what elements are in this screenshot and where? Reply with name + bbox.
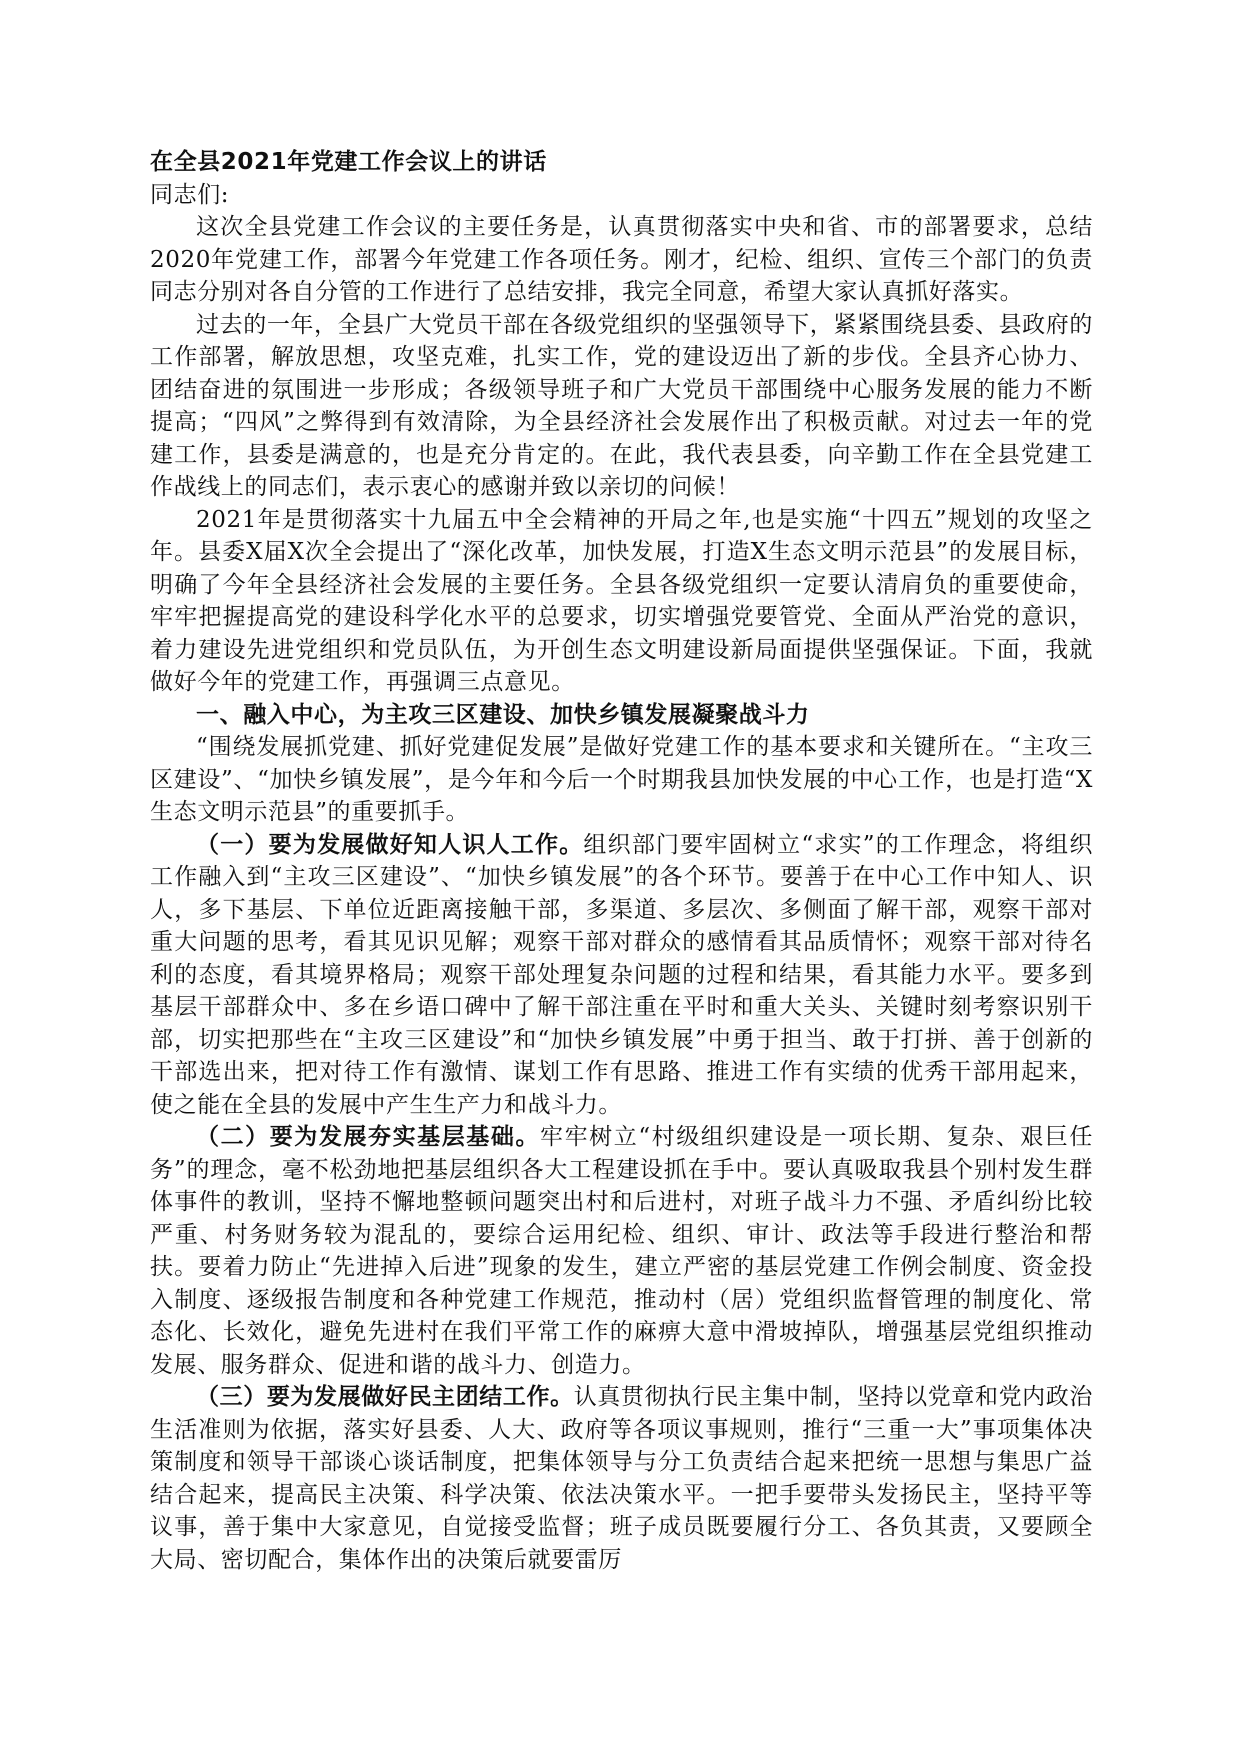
paragraph-2021: 2021年是贯彻落实十九届五中全会精神的开局之年,也是实施“十四五”规划的攻坚之年。县委X届X次全会提出了“深化改革，加快发展，打造X生态文明示范县”的发展目标，明确了今年全县经济社会发展的主要任务。全县各级党组织一定要认清肩负的重要使命，牢牢把握提高党的建设科学化水平的总要求，切实增强党要管党、全面从严治党的意识，着力建设先进党组织和党员队伍，为开创生态文明建设新局面提供坚强保证。下面，我就做好今年的党建工作，再强调三点意见。 bbox=[150, 506, 1093, 695]
paragraph-intro: 这次全县党建工作会议的主要任务是，认真贯彻落实中央和省、市的部署要求，总结2020年党建工作，部署今年党建工作各项任务。刚才，纪检、组织、宣传三个部门的负责同志分别对各自分管的工作进行了总结安排，我完全同意，希望大家认真抓好落实。 bbox=[150, 214, 1093, 305]
salutation: 同志们: bbox=[150, 181, 230, 208]
subsection-2-body: 牢牢树立“村级组织建设是一项长期、复杂、艰巨任务”的理念，毫不松劲地把基层组织各大工程建设抓在手中。要认真吸取我县个别村发生群体事件的教训，坚持不懈地整顿问题突出村和后进村，对班子战斗力不强、矛盾纠纷比较严重、村务财务较为混乱的，要综合运用纪检、组织、审计、政法等手段进行整治和帮扶。要着力防止“先进掉入后进”现象的发生，建立严密的基层党建工作例会制度、资金投入制度、逐级报告制度和各种党建工作规范，推动村（居）党组织监督管理的制度化、常态化、长效化，避免先进村在我们平常工作的麻痹大意中滑坡掉队，增强基层党组织推动发展、服务群众、促进和谐的战斗力、创造力。 bbox=[150, 1124, 1093, 1378]
subsection-1 bbox=[150, 829, 1093, 1122]
paragraph-past-year: 过去的一年，全县广大党员干部在各级党组织的坚强领导下，紧紧围绕县委、县政府的工作部署，解放思想，攻坚克难，扎实工作，党的建设迈出了新的步伐。全县齐心协力、团结奋进的氛围进一步形成；各级领导班子和广大党员干部围绕中心服务发展的能力不断提高；“四风”之弊得到有效清除，为全县经济社会发展作出了积极贡献。对过去一年的党建工作，县委是满意的，也是充分肯定的。在此，我代表县委，向辛勤工作在全县党建工作战线上的同志们，表示衷心的感谢并致以亲切的问候！ bbox=[150, 311, 1093, 500]
subsection-1-body: 组织部门要牢固树立“求实”的工作理念，将组织工作融入到“主攻三区建设”、“加快乡镇发展”的各个环节。要善于在中心工作中知人、识人，多下基层、下单位近距离接触干部，多渠道、多层次、多侧面了解干部，观察干部对重大问题的思考，看其见识见解；观察干部对群众的感情看其品质情怀；观察干部对待名利的态度，看其境界格局；观察干部处理复杂问题的过程和结果，看其能力水平。要多到基层干部群众中、多在乡语口碑中了解干部注重在平时和重大关头、关键时刻考察识别干部，切实把那些在“主攻三区建设”和“加快乡镇发展”中勇于担当、敢于打拼、善于创新的干部选出来，把对待工作有激情、谋划工作有思路、推进工作有实绩的优秀干部用起来，使之能在全县的发展中产生生产力和战斗力。 bbox=[150, 831, 1093, 1118]
subsection-3-body: 认真贯彻执行民主集中制，坚持以党章和党内政治生活准则为依据，落实好县委、人大、政府等各项议事规则，推行“三重一大”事项集体决策制度和领导干部谈心谈话制度，把集体领导与分工负责结合起来把统一思想与集思广益结合起来，提高民主决策、科学决策、依法决策水平。一把手要带头发扬民主，坚持平等议事，善于集中大家意见，自觉接受监督；班子成员既要履行分工、各负其责，又要顾全大局、密切配合，集体作出的决策后就要雷厉 bbox=[150, 1384, 1093, 1573]
subsection-2 bbox=[150, 1121, 1093, 1381]
document-page bbox=[150, 146, 1093, 1576]
subsection-3-lead: （三）要为发展做好民主团结工作。 bbox=[196, 1384, 574, 1410]
subsection-1-lead: （一）要为发展做好知人识人工作。 bbox=[196, 831, 584, 858]
section-heading-1: 一、融入中心，为主攻三区建设、加快乡镇发展凝聚战斗力 bbox=[196, 701, 810, 728]
subsection-3 bbox=[150, 1381, 1093, 1576]
paragraph-section-1-intro: “围绕发展抓党建、抓好党建促发展”是做好党建工作的基本要求和关键所在。“主攻三区建设”、“加快乡镇发展”，是今年和今后一个时期我县加快发展的中心工作，也是打造“X生态文明示范县”的重要抓手。 bbox=[150, 734, 1093, 825]
document-title: 在全县2021年党建工作会议上的讲话 bbox=[150, 149, 547, 175]
subsection-2-lead: （二）要为发展夯实基层基础。 bbox=[196, 1124, 541, 1150]
